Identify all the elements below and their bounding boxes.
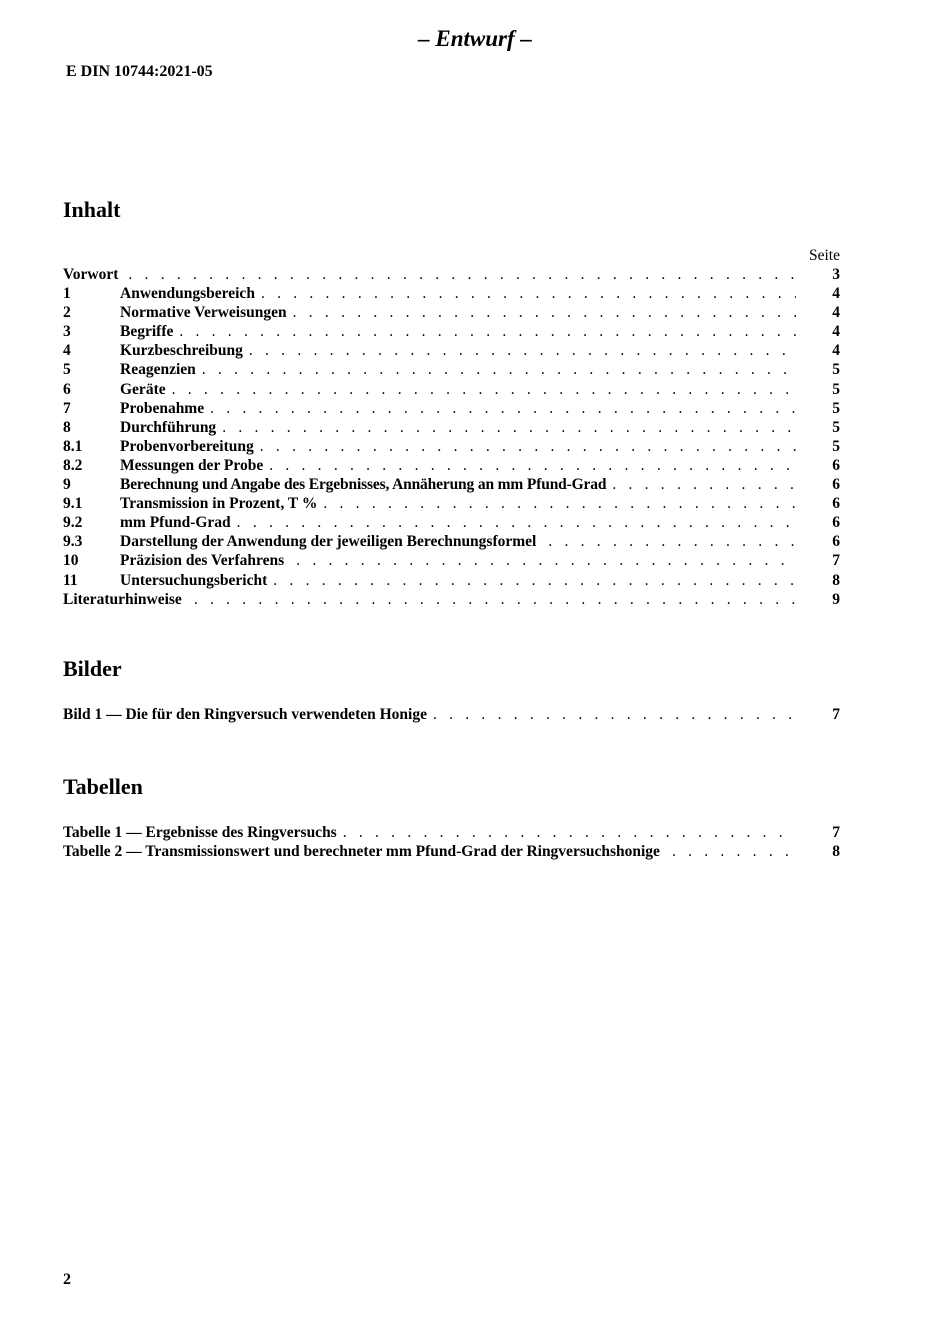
toc-entry[interactable] [63, 532, 840, 551]
toc-entry[interactable] [63, 399, 840, 418]
toc-leader [672, 842, 796, 861]
document-id: E DIN 10744:2021-05 [66, 63, 213, 80]
toc-leader [433, 705, 796, 724]
toc-entry-page: 4 [832, 285, 840, 303]
toc-entry-number: 7 [63, 399, 71, 417]
toc-entry-title: mm Pfund-Grad [120, 514, 231, 532]
toc-leader [273, 571, 796, 590]
toc-leader [172, 380, 796, 399]
toc-entry-number: 5 [63, 361, 71, 379]
table-entry-page: 7 [832, 824, 840, 841]
toc-entry-number: 8.1 [63, 437, 83, 455]
figures-list [63, 705, 840, 724]
toc-entry-number: 1 [63, 285, 71, 303]
toc-entry-page: 5 [832, 399, 840, 417]
toc-entry-title: Anwendungsbereich [120, 285, 255, 303]
toc-entry-number: 6 [63, 380, 71, 398]
toc-entry-page: 7 [832, 552, 840, 570]
toc-leader [194, 590, 796, 609]
toc-entry-title: Darstellung der Anwendung der jeweiligen Berechnungsformel [120, 533, 537, 551]
toc-entry[interactable] [63, 571, 840, 590]
toc-entry-page: 5 [832, 418, 840, 436]
page-column-label: Seite [809, 247, 840, 264]
toc-entry[interactable] [63, 322, 840, 341]
toc-leader [260, 437, 796, 456]
figure-entry[interactable] [63, 705, 840, 724]
figure-entry-title: Bild 1 — Die für den Ringversuch verwendeten Honige [63, 706, 427, 723]
toc-entry-number: 10 [63, 552, 79, 570]
table-entry-title: Tabelle 2 — Transmissionswert und berechneter mm Pfund-Grad der Ringversuchshonige [63, 843, 660, 861]
toc-entry[interactable] [63, 456, 840, 475]
toc-entry-page: 6 [832, 495, 840, 513]
toc-entry-title: Literaturhinweise [63, 590, 182, 608]
toc-leader [343, 823, 796, 842]
toc-entry-page: 3 [832, 266, 840, 283]
contents-list [63, 246, 840, 609]
toc-entry[interactable] [63, 551, 840, 570]
toc-entry[interactable] [63, 265, 840, 284]
toc-entry-title: Probenahme [120, 399, 205, 417]
toc-leader [249, 341, 796, 360]
toc-entry[interactable] [63, 494, 840, 513]
page-number: 2 [63, 1271, 71, 1288]
toc-entry[interactable] [63, 284, 840, 303]
toc-entry-page: 9 [832, 590, 840, 608]
toc-entry[interactable] [63, 303, 840, 322]
toc-leader [237, 513, 796, 532]
toc-leader [548, 532, 796, 551]
toc-entry-number: 9.2 [63, 514, 83, 532]
toc-entry-page: 4 [832, 323, 840, 341]
toc-entry-page: 6 [832, 533, 840, 551]
draft-watermark: – Entwurf – [418, 26, 532, 51]
toc-entry-title: Kurzbeschreibung [120, 342, 243, 360]
toc-leader [612, 475, 796, 494]
tables-heading: Tabellen [63, 774, 143, 799]
toc-entry[interactable] [63, 380, 840, 399]
toc-entry-number: 8 [63, 418, 71, 436]
toc-entry[interactable] [63, 341, 840, 360]
table-entry-title: Tabelle 1 — Ergebnisse des Ringversuchs [63, 824, 337, 841]
toc-entry-page: 5 [832, 380, 840, 398]
toc-entry-number: 11 [63, 571, 78, 589]
toc-entry-page: 4 [832, 342, 840, 360]
toc-entry-page: 8 [832, 571, 840, 589]
toc-entry-title: Transmission in Prozent, T % [120, 495, 318, 513]
toc-leader [202, 360, 796, 379]
toc-entry-number: 9 [63, 476, 71, 494]
toc-entry-page: 5 [832, 361, 840, 379]
toc-entry-title: Berechnung und Angabe des Ergebnisses, Annäherung an mm Pfund-Grad [120, 476, 607, 494]
toc-entry[interactable] [63, 475, 840, 494]
toc-leader [269, 456, 796, 475]
toc-entry-page: 6 [832, 514, 840, 532]
toc-leader [210, 399, 796, 418]
toc-entry-number: 4 [63, 342, 71, 360]
contents-heading: Inhalt [63, 197, 121, 222]
toc-entry-title: Messungen der Probe [120, 456, 264, 474]
table-entry[interactable] [63, 823, 840, 842]
toc-entry[interactable] [63, 590, 840, 609]
figure-entry-page: 7 [832, 706, 840, 723]
toc-entry-page: 4 [832, 304, 840, 322]
table-entry-page: 8 [832, 843, 840, 861]
toc-entry-title: Reagenzien [120, 361, 196, 379]
toc-leader [296, 551, 796, 570]
toc-entry[interactable] [63, 418, 840, 437]
toc-leader [261, 284, 796, 303]
toc-entry[interactable] [63, 513, 840, 532]
toc-leader [179, 322, 796, 341]
toc-entry-number: 3 [63, 323, 71, 341]
toc-entry-title: Normative Verweisungen [120, 304, 287, 322]
toc-entry-number: 9.1 [63, 495, 83, 513]
figures-heading: Bilder [63, 656, 122, 681]
toc-entry-title: Durchführung [120, 418, 217, 436]
toc-leader [323, 494, 796, 513]
tables-list [63, 823, 840, 861]
toc-entry-title: Vorwort [63, 266, 119, 283]
toc-entry-title: Präzision des Verfahrens [120, 552, 285, 570]
toc-entry-title: Probenvorbereitung [120, 437, 254, 455]
toc-leader [128, 265, 796, 284]
toc-entry-title: Geräte [120, 380, 166, 398]
toc-entry[interactable] [63, 360, 840, 379]
toc-entry[interactable] [63, 437, 840, 456]
toc-entry-page: 6 [832, 456, 840, 474]
table-entry[interactable] [63, 842, 840, 861]
toc-entry-number: 2 [63, 304, 71, 322]
toc-entry-title: Untersuchungsbericht [120, 571, 268, 589]
toc-entry-page: 5 [832, 437, 840, 455]
toc-entry-number: 9.3 [63, 533, 83, 551]
toc-entry-number: 8.2 [63, 456, 83, 474]
toc-entry-page: 6 [832, 476, 840, 494]
toc-entry-title: Begriffe [120, 323, 174, 341]
toc-leader [293, 303, 796, 322]
toc-leader [222, 418, 796, 437]
